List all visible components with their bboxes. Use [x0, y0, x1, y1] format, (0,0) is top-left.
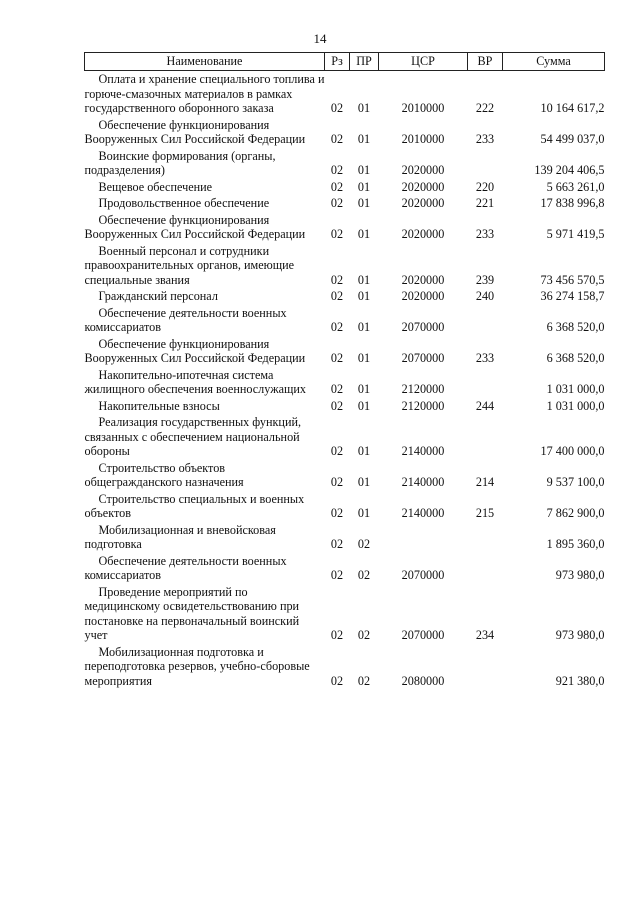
- row-rz: 02: [330, 444, 344, 458]
- row-name-cell: [85, 553, 325, 584]
- row-sum: 6 368 520,0: [546, 320, 605, 334]
- row-pr: 01: [357, 398, 371, 413]
- row-name: Обеспечение функционирования Вооруженных Сил Российской Федерации: [84, 336, 306, 365]
- row-sum: 921 380,0: [555, 673, 605, 688]
- table-row: [85, 243, 605, 289]
- row-name: Мобилизационная и вневойсковая подготовка: [84, 522, 276, 551]
- row-sum: 73 456 570,5: [540, 272, 605, 287]
- row-name-cell: [85, 71, 325, 117]
- row-name: Военный персонал и сотрудники правоохранительных органов, имеющие специальные звания: [84, 243, 295, 287]
- row-sum: 1 895 360,0: [546, 537, 605, 551]
- row-vr: [468, 367, 503, 398]
- row-csr: 2080000: [401, 673, 445, 688]
- header-pr: ПР: [350, 53, 379, 71]
- table-row: [85, 460, 605, 491]
- row-name-cell: [85, 117, 325, 148]
- row-csr: 2070000: [401, 351, 445, 365]
- row-csr: 2020000: [401, 227, 445, 241]
- row-name-cell: [85, 148, 325, 179]
- table-row: [85, 117, 605, 148]
- row-csr: 2010000: [401, 101, 445, 115]
- row-name: Накопительные взносы: [98, 398, 220, 413]
- header-name: Наименование: [85, 53, 325, 71]
- row-vr: [468, 148, 503, 179]
- row-name: Мобилизационная подготовка и переподготовка резервов, учебно-сборовые мероприятия: [84, 644, 310, 688]
- row-name-cell: [85, 491, 325, 522]
- row-rz: 02: [330, 196, 344, 210]
- row-csr: 2140000: [401, 444, 445, 458]
- table-row: [85, 491, 605, 522]
- row-sum: 5 971 419,5: [546, 227, 605, 241]
- table-row: [85, 305, 605, 336]
- row-rz: 02: [330, 568, 344, 582]
- row-csr: 2020000: [401, 163, 445, 177]
- row-rz: 02: [330, 101, 344, 115]
- row-sum: 10 164 617,2: [540, 101, 605, 115]
- row-name-cell: [85, 644, 325, 690]
- row-pr: 01: [357, 179, 371, 194]
- row-rz: 02: [330, 628, 344, 642]
- row-vr: 233: [475, 132, 495, 146]
- row-pr: 02: [357, 537, 371, 551]
- row-pr: 01: [357, 506, 371, 520]
- row-name: Воинские формирования (органы, подразделения): [84, 148, 276, 177]
- row-pr: 01: [357, 444, 371, 458]
- header-vr: ВР: [468, 53, 503, 71]
- table-row: [85, 414, 605, 460]
- row-name: Обеспечение деятельности военных комиссариатов: [84, 305, 287, 334]
- table-row: [85, 553, 605, 584]
- row-sum: 139 204 406,5: [534, 163, 605, 177]
- row-sum: 973 980,0: [555, 628, 605, 642]
- row-pr: 01: [357, 163, 371, 177]
- row-vr: 239: [475, 272, 495, 287]
- row-csr: 2020000: [401, 289, 445, 303]
- row-vr: 233: [475, 351, 495, 365]
- row-sum: 973 980,0: [555, 568, 605, 582]
- row-vr: 244: [475, 398, 495, 413]
- row-vr: [468, 522, 503, 553]
- row-csr: 2070000: [401, 320, 445, 334]
- row-pr: 01: [357, 196, 371, 210]
- row-name-cell: [85, 460, 325, 491]
- row-sum: 17 838 996,8: [540, 196, 605, 210]
- row-pr: 01: [357, 475, 371, 489]
- row-csr: 2120000: [401, 398, 445, 413]
- row-sum: 36 274 158,7: [540, 289, 605, 303]
- row-name: Продовольственное обеспечение: [98, 196, 270, 210]
- row-vr: 220: [475, 179, 495, 194]
- table-row: [85, 336, 605, 367]
- row-name: Строительство объектов общегражданского назначения: [84, 460, 244, 489]
- row-rz: 02: [330, 320, 344, 334]
- row-pr: 02: [357, 568, 371, 582]
- table-row: [85, 212, 605, 243]
- row-pr: 01: [357, 272, 371, 287]
- row-vr: [468, 644, 503, 690]
- row-rz: 02: [330, 179, 344, 194]
- row-csr: 2140000: [401, 475, 445, 489]
- row-vr: 221: [475, 196, 495, 210]
- table-row: [85, 584, 605, 644]
- row-name: Обеспечение функционирования Вооруженных Сил Российской Федерации: [84, 212, 306, 241]
- row-sum: 9 537 100,0: [546, 475, 605, 489]
- row-name-cell: [85, 584, 325, 644]
- row-name-cell: [85, 414, 325, 460]
- table-header-row: [85, 53, 605, 71]
- row-name-cell: [85, 288, 325, 305]
- row-rz: 02: [330, 382, 344, 396]
- row-pr: 01: [357, 101, 371, 115]
- row-sum: 17 400 000,0: [540, 444, 605, 458]
- row-vr: 214: [475, 475, 495, 489]
- row-pr: 01: [357, 382, 371, 396]
- row-name: Обеспечение функционирования Вооруженных Сил Российской Федерации: [84, 117, 306, 146]
- table-body: [85, 71, 605, 690]
- row-sum: 6 368 520,0: [546, 351, 605, 365]
- row-sum: 7 862 900,0: [546, 506, 605, 520]
- row-vr: [468, 553, 503, 584]
- row-sum: 1 031 000,0: [546, 398, 605, 413]
- table-row: [85, 179, 605, 196]
- row-vr: [468, 305, 503, 336]
- table-row: [85, 522, 605, 553]
- row-name: Вещевое обеспечение: [98, 179, 213, 194]
- row-name-cell: [85, 212, 325, 243]
- row-name-cell: [85, 522, 325, 553]
- row-csr: 2070000: [401, 628, 445, 642]
- row-name-cell: [85, 195, 325, 212]
- table-row: [85, 644, 605, 690]
- row-rz: 02: [330, 398, 344, 413]
- row-sum: 1 031 000,0: [546, 382, 605, 396]
- row-vr: 240: [475, 289, 495, 303]
- row-csr: 2010000: [401, 132, 445, 146]
- row-pr: 01: [357, 320, 371, 334]
- row-rz: 02: [330, 227, 344, 241]
- row-csr: 2070000: [401, 568, 445, 582]
- row-pr: 01: [357, 132, 371, 146]
- header-csr: ЦСР: [379, 53, 468, 71]
- row-sum: 5 663 261,0: [546, 179, 605, 194]
- header-rz: Рз: [325, 53, 350, 71]
- row-rz: 02: [330, 537, 344, 551]
- row-name: Реализация государственных функций, связанных с обеспечением национальной обороны: [84, 415, 302, 458]
- row-vr: [468, 414, 503, 460]
- table-row: [85, 148, 605, 179]
- row-vr: 222: [475, 101, 495, 115]
- table-row: [85, 398, 605, 415]
- row-csr: 2020000: [401, 196, 445, 210]
- row-pr: 01: [357, 289, 371, 303]
- row-rz: 02: [330, 506, 344, 520]
- row-pr: 01: [357, 227, 371, 241]
- row-name: Обеспечение деятельности военных комиссариатов: [84, 553, 287, 582]
- row-csr: 2020000: [401, 179, 445, 194]
- row-name: Проведение мероприятий по медицинскому освидетельствованию при постановке на первоначальный воинский учет: [84, 584, 300, 642]
- row-name: Оплата и хранение специального топлива и горюче-смазочных материалов в рамках государственного оборонного заказа: [84, 72, 325, 115]
- row-csr: 2140000: [401, 506, 445, 520]
- row-pr: 01: [357, 351, 371, 365]
- page-number: 14: [313, 31, 327, 46]
- row-rz: 02: [330, 163, 344, 177]
- row-name-cell: [85, 336, 325, 367]
- table-row: [85, 195, 605, 212]
- row-name-cell: [85, 367, 325, 398]
- row-csr: 2120000: [401, 382, 445, 396]
- row-csr: 2020000: [401, 272, 445, 287]
- table-row: [85, 367, 605, 398]
- header-sum: Сумма: [503, 53, 605, 71]
- row-vr: 234: [475, 628, 495, 642]
- row-vr: 233: [475, 227, 495, 241]
- row-name-cell: [85, 179, 325, 196]
- row-name: Строительство специальных и военных объектов: [84, 491, 305, 520]
- table-row: [85, 288, 605, 305]
- row-rz: 02: [330, 673, 344, 688]
- row-pr: 02: [357, 628, 371, 642]
- row-pr: 02: [357, 673, 371, 688]
- row-csr: [379, 522, 468, 553]
- row-rz: 02: [330, 272, 344, 287]
- row-name-cell: [85, 398, 325, 415]
- row-rz: 02: [330, 132, 344, 146]
- row-name-cell: [85, 243, 325, 289]
- row-rz: 02: [330, 289, 344, 303]
- budget-table: [84, 52, 605, 689]
- row-rz: 02: [330, 351, 344, 365]
- row-rz: 02: [330, 475, 344, 489]
- table-row: [85, 71, 605, 117]
- row-vr: 215: [475, 506, 495, 520]
- row-sum: 54 499 037,0: [540, 132, 605, 146]
- row-name-cell: [85, 305, 325, 336]
- row-name: Накопительно-ипотечная система жилищного обеспечения военнослужащих: [84, 367, 307, 396]
- row-name: Гражданский персонал: [98, 289, 218, 303]
